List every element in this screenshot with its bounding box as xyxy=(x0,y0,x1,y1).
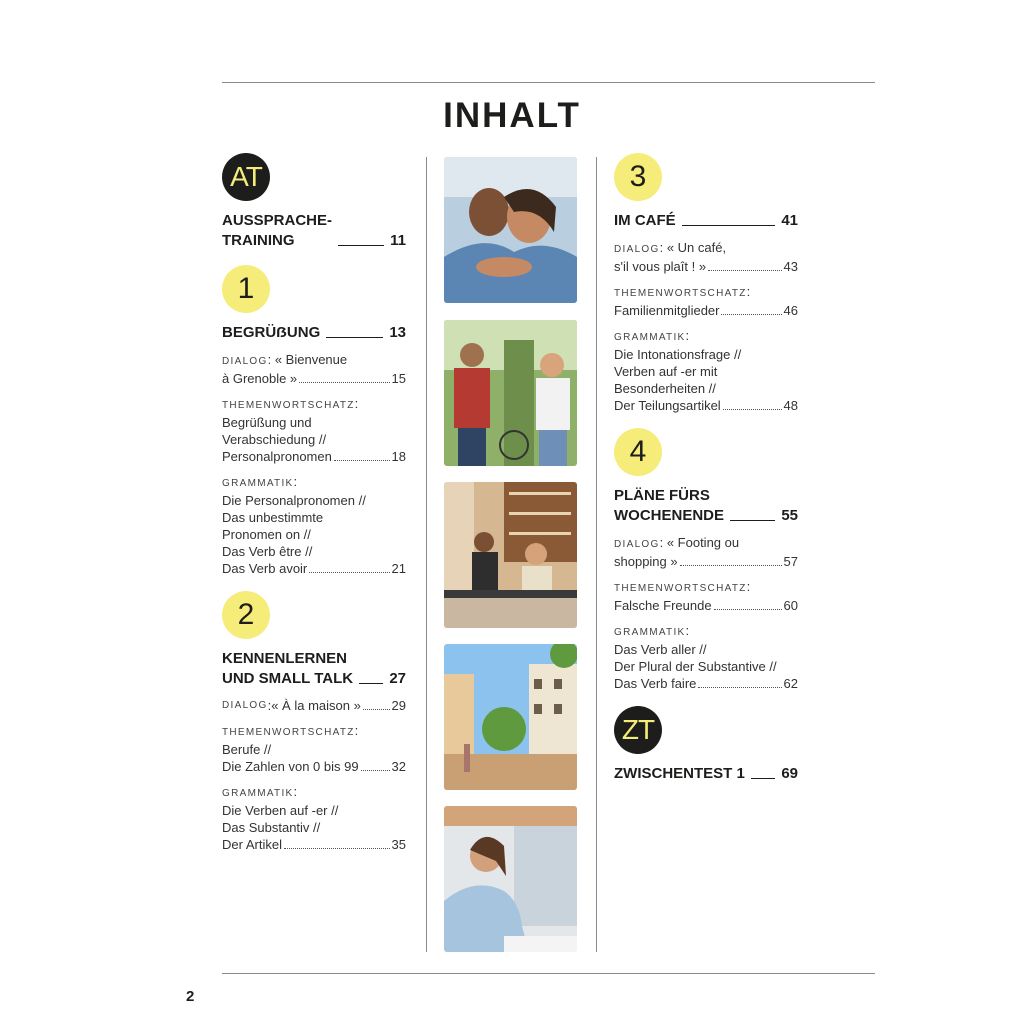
chapter-heading[interactable] xyxy=(222,323,406,343)
chapter-heading[interactable] xyxy=(614,486,798,526)
chapter-badge: 4 xyxy=(614,428,662,476)
entry-category: DIALOG xyxy=(222,356,268,367)
entry-last-line xyxy=(222,758,406,775)
entry-page: 62 xyxy=(783,676,798,691)
chapter-title: PLÄNE FÜRS WOCHENENDE xyxy=(614,487,725,524)
entry-page: 43 xyxy=(783,259,798,274)
entry-text: Personalpronomen xyxy=(222,449,332,464)
entry-last-line xyxy=(222,370,406,387)
entry-category-sep: : xyxy=(267,352,272,367)
entry-category-sep: : xyxy=(354,723,359,738)
leader-line xyxy=(338,245,384,246)
chapter-title: ZWISCHENTEST 1 xyxy=(614,765,745,782)
chapter-page: 55 xyxy=(781,507,798,524)
entry-category: GRAMMATIK xyxy=(222,478,294,489)
entry-last-line xyxy=(614,597,798,614)
dot-leader xyxy=(284,848,390,849)
entry-category-row xyxy=(614,534,798,553)
chapter-badge: 3 xyxy=(614,153,662,201)
entry-category: DIALOG xyxy=(614,539,660,550)
chapter-badge: 1 xyxy=(222,265,270,313)
entry-page: 18 xyxy=(391,449,406,464)
entry-text: Verabschiedung // xyxy=(222,432,327,447)
entry-text: Der Teilungsartikel xyxy=(614,398,721,413)
entry-category: THEMENWORTSCHATZ xyxy=(222,727,355,738)
woman-studying-photo xyxy=(444,806,577,952)
entry-text: Familienmitglieder xyxy=(614,303,720,318)
entry-category-sep: : xyxy=(293,784,298,799)
entry-category: GRAMMATIK xyxy=(614,332,686,343)
entry-category-row xyxy=(614,578,798,597)
entry-category-row xyxy=(614,327,798,346)
entry-category-sep: : xyxy=(685,328,690,343)
toc-entry[interactable] xyxy=(614,283,798,319)
chapter-badge: 2 xyxy=(222,591,270,639)
entry-category-sep: : xyxy=(685,623,690,638)
entry-text: Das unbestimmte xyxy=(222,510,324,525)
column-divider-left xyxy=(426,157,427,952)
toc-entry[interactable] xyxy=(222,395,406,465)
entry-category: DIALOG xyxy=(222,700,268,711)
entry-category: THEMENWORTSCHATZ xyxy=(222,400,355,411)
entry-text: Besonderheiten // xyxy=(614,381,716,396)
chapter-heading[interactable] xyxy=(614,211,798,231)
entry-text: Begrüßung und xyxy=(222,415,312,430)
dot-leader xyxy=(680,565,782,566)
chapter-heading[interactable] xyxy=(222,211,406,251)
entry-last-line xyxy=(614,397,798,414)
chapter-title: IM CAFÉ xyxy=(614,212,676,229)
entry-category-row xyxy=(222,473,406,492)
top-rule xyxy=(222,82,875,83)
toc-section xyxy=(222,265,406,577)
leader-line xyxy=(730,520,775,521)
toc-column-left xyxy=(222,153,406,867)
chapter-page: 41 xyxy=(781,212,798,229)
entry-category-sep: : xyxy=(746,579,751,594)
entry-page: 21 xyxy=(391,561,406,576)
dot-leader xyxy=(714,609,782,610)
toc-section xyxy=(222,153,406,251)
toc-section xyxy=(614,428,798,692)
dot-leader xyxy=(723,409,782,410)
entry-last-line xyxy=(614,553,798,570)
dot-leader xyxy=(708,270,781,271)
entry-category: THEMENWORTSCHATZ xyxy=(614,583,747,594)
entry-category: DIALOG xyxy=(614,244,660,255)
leader-line xyxy=(326,337,383,338)
entry-category-row xyxy=(614,239,798,258)
entry-category: GRAMMATIK xyxy=(222,788,294,799)
entry-category-row xyxy=(222,722,406,741)
entry-first-text: « Un café, xyxy=(663,240,727,255)
chapter-title: AUSSPRACHE- TRAINING xyxy=(222,212,333,249)
entry-category-row xyxy=(222,697,406,714)
chapter-heading[interactable] xyxy=(222,649,406,689)
toc-entry[interactable] xyxy=(222,722,406,775)
toc-entry[interactable] xyxy=(614,534,798,570)
city-square-photo xyxy=(444,644,577,790)
entry-text: Die Intonationsfrage // xyxy=(614,347,742,362)
chapter-title: BEGRÜẞUNG xyxy=(222,324,321,341)
entry-text: Das Verb avoir xyxy=(222,561,308,576)
dot-leader xyxy=(309,572,389,573)
entry-category-row xyxy=(222,395,406,414)
entry-last-line xyxy=(222,448,406,465)
entry-category-row xyxy=(614,622,798,641)
friends-talking-photo xyxy=(444,320,577,466)
entry-text: Das Substantiv // xyxy=(222,820,321,835)
chapter-title: KENNENLERNEN UND SMALL TALK xyxy=(222,650,354,687)
chapter-badge: AT xyxy=(222,153,270,201)
leader-line xyxy=(751,778,775,779)
toc-entry[interactable] xyxy=(222,697,406,714)
toc-entry[interactable] xyxy=(222,783,406,853)
dot-leader xyxy=(334,460,390,461)
entry-first-text: « À la maison » xyxy=(271,698,361,713)
entry-text: Die Verben auf -er // xyxy=(222,803,339,818)
entry-page: 15 xyxy=(391,371,406,386)
column-divider-right xyxy=(596,157,597,952)
entry-last-line xyxy=(222,836,406,853)
toc-entry[interactable] xyxy=(222,351,406,387)
entry-category-sep: : xyxy=(354,396,359,411)
entry-text: s'il vous plaît ! » xyxy=(614,259,707,274)
toc-entry[interactable] xyxy=(222,473,406,577)
entry-page: 48 xyxy=(783,398,798,413)
chapter-heading[interactable] xyxy=(614,764,798,784)
entry-category-row xyxy=(222,351,406,370)
entry-page: 57 xyxy=(783,554,798,569)
bottom-rule xyxy=(222,973,875,974)
leader-line xyxy=(359,683,383,684)
entry-last-line xyxy=(614,675,798,692)
entry-category-sep: : xyxy=(659,240,664,255)
entry-text: Berufe // xyxy=(222,742,272,757)
entry-text: Das Verb aller // xyxy=(614,642,707,657)
toc-column-right xyxy=(614,153,798,798)
toc-entry[interactable] xyxy=(614,622,798,692)
entry-page: 29 xyxy=(391,698,406,713)
dot-leader xyxy=(299,382,389,383)
entry-page: 35 xyxy=(391,837,406,852)
entry-page: 32 xyxy=(391,759,406,774)
chapter-page: 11 xyxy=(390,232,406,249)
page-number: 2 xyxy=(186,988,195,1005)
page-title: INHALT xyxy=(443,96,581,135)
dot-leader xyxy=(698,687,781,688)
entry-category-sep: : xyxy=(293,474,298,489)
chapter-badge: ZT xyxy=(614,706,662,754)
toc-section xyxy=(614,153,798,414)
entry-text: Der Artikel xyxy=(222,837,282,852)
entry-last-line xyxy=(614,258,798,275)
cafe-friends-photo xyxy=(444,482,577,628)
toc-entry[interactable] xyxy=(614,578,798,614)
toc-section xyxy=(222,591,406,853)
entry-last-line xyxy=(614,302,798,319)
entry-text: Pronomen on // xyxy=(222,527,311,542)
toc-entry[interactable] xyxy=(614,327,798,414)
toc-section xyxy=(614,706,798,784)
entry-category-sep: : xyxy=(659,535,664,550)
chapter-page: 69 xyxy=(781,765,798,782)
entry-text: Die Zahlen von 0 bis 99 xyxy=(222,759,359,774)
entry-text: Das Verb faire xyxy=(614,676,697,691)
entry-category-row xyxy=(614,283,798,302)
leader-line xyxy=(682,225,776,226)
entry-first-text: « Footing ou xyxy=(663,535,740,550)
toc-entry[interactable] xyxy=(614,239,798,275)
couple-hugging-photo xyxy=(444,157,577,303)
entry-category-row xyxy=(222,783,406,802)
chapter-page: 27 xyxy=(389,670,406,687)
dot-leader xyxy=(721,314,781,315)
entry-category: THEMENWORTSCHATZ xyxy=(614,288,747,299)
entry-last-line xyxy=(222,560,406,577)
entry-category-sep: : xyxy=(267,698,272,713)
entry-text: Verben auf -er mit xyxy=(614,364,718,379)
entry-category-sep: : xyxy=(746,284,751,299)
chapter-page: 13 xyxy=(389,324,406,341)
dot-leader xyxy=(361,770,390,771)
entry-text: Das Verb être // xyxy=(222,544,313,559)
entry-page: 60 xyxy=(783,598,798,613)
entry-text: à Grenoble » xyxy=(222,371,298,386)
dot-leader xyxy=(363,709,390,710)
entry-text: Der Plural der Substantive // xyxy=(614,659,777,674)
entry-page: 46 xyxy=(783,303,798,318)
entry-text: shopping » xyxy=(614,554,678,569)
entry-text: Falsche Freunde xyxy=(614,598,712,613)
entry-first-text: « Bienvenue xyxy=(271,352,348,367)
entry-text: Die Personalpronomen // xyxy=(222,493,366,508)
entry-category: GRAMMATIK xyxy=(614,627,686,638)
